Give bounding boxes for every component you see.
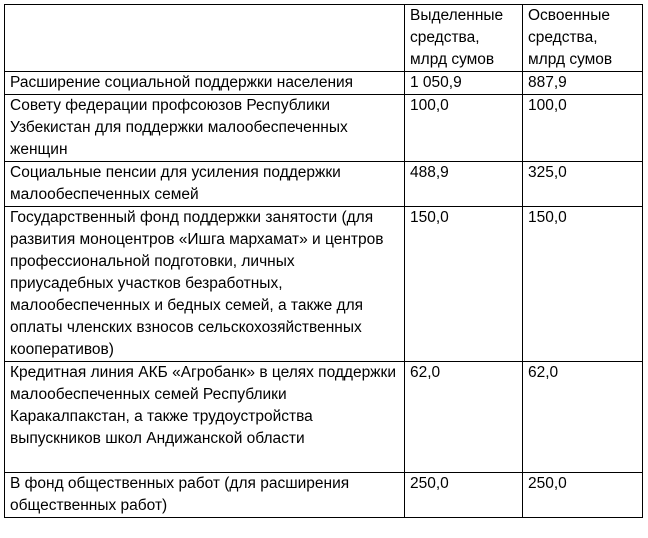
allocated-cell (405, 362, 523, 473)
item-text: Социальные пенсии для усиления поддержки малообеспеченных семей (10, 164, 341, 203)
spent-cell (523, 72, 643, 95)
item-text: Расширение социальной поддержки населения (10, 74, 354, 91)
table-row (5, 207, 643, 362)
spent-value: 250,0 (528, 475, 567, 492)
item-text: Государственный фонд поддержки занятости (для развития моноцентров «Ишга мархамат» и центров профессиональной подготовки, личных приусадебных участков безработных, малообеспеченных и бедных семей, а также для оплаты членских взносов сельскохозяйственных кооперативов) (10, 209, 384, 358)
spent-cell (523, 95, 643, 162)
header-spent-label: Освоенные средства, млрд сумов (528, 7, 613, 68)
table-row (5, 72, 643, 95)
header-item-cell (5, 5, 405, 72)
table-header-row (5, 5, 643, 72)
item-cell (5, 207, 405, 362)
allocated-cell (405, 473, 523, 518)
header-allocated-cell (405, 5, 523, 72)
allocated-cell (405, 207, 523, 362)
spent-cell (523, 473, 643, 518)
item-cell (5, 162, 405, 207)
allocated-cell (405, 72, 523, 95)
spent-cell (523, 162, 643, 207)
spent-value: 887,9 (528, 74, 567, 91)
spent-value: 150,0 (528, 209, 567, 226)
table-row (5, 95, 643, 162)
spent-value: 325,0 (528, 164, 567, 181)
spent-value: 62,0 (528, 364, 559, 381)
allocated-value: 1 050,9 (410, 74, 462, 91)
item-cell (5, 473, 405, 518)
spent-cell (523, 207, 643, 362)
allocated-value: 488,9 (410, 164, 449, 181)
allocated-value: 250,0 (410, 475, 449, 492)
item-cell (5, 72, 405, 95)
header-spent-cell (523, 5, 643, 72)
item-text: Кредитная линия АКБ «Агробанк» в целях поддержки малообеспеченных семей Республики Каракалпакстан, а также трудоустройства выпускников школ Андижанской области (10, 364, 396, 447)
item-text: Совету федерации профсоюзов Республики Узбекистан для поддержки малообеспеченных женщин (10, 97, 348, 158)
item-cell (5, 95, 405, 162)
allocated-value: 150,0 (410, 209, 449, 226)
allocated-value: 100,0 (410, 97, 449, 114)
item-text: В фонд общественных работ (для расширения общественных работ) (10, 475, 350, 514)
allocated-cell (405, 162, 523, 207)
spent-value: 100,0 (528, 97, 567, 114)
item-cell (5, 362, 405, 473)
funding-table (4, 4, 643, 518)
table-row (5, 362, 643, 473)
spent-cell (523, 362, 643, 473)
table-row (5, 473, 643, 518)
table-row (5, 162, 643, 207)
allocated-value: 62,0 (410, 364, 441, 381)
header-allocated-label: Выделенные средства, млрд сумов (410, 7, 504, 68)
allocated-cell (405, 95, 523, 162)
